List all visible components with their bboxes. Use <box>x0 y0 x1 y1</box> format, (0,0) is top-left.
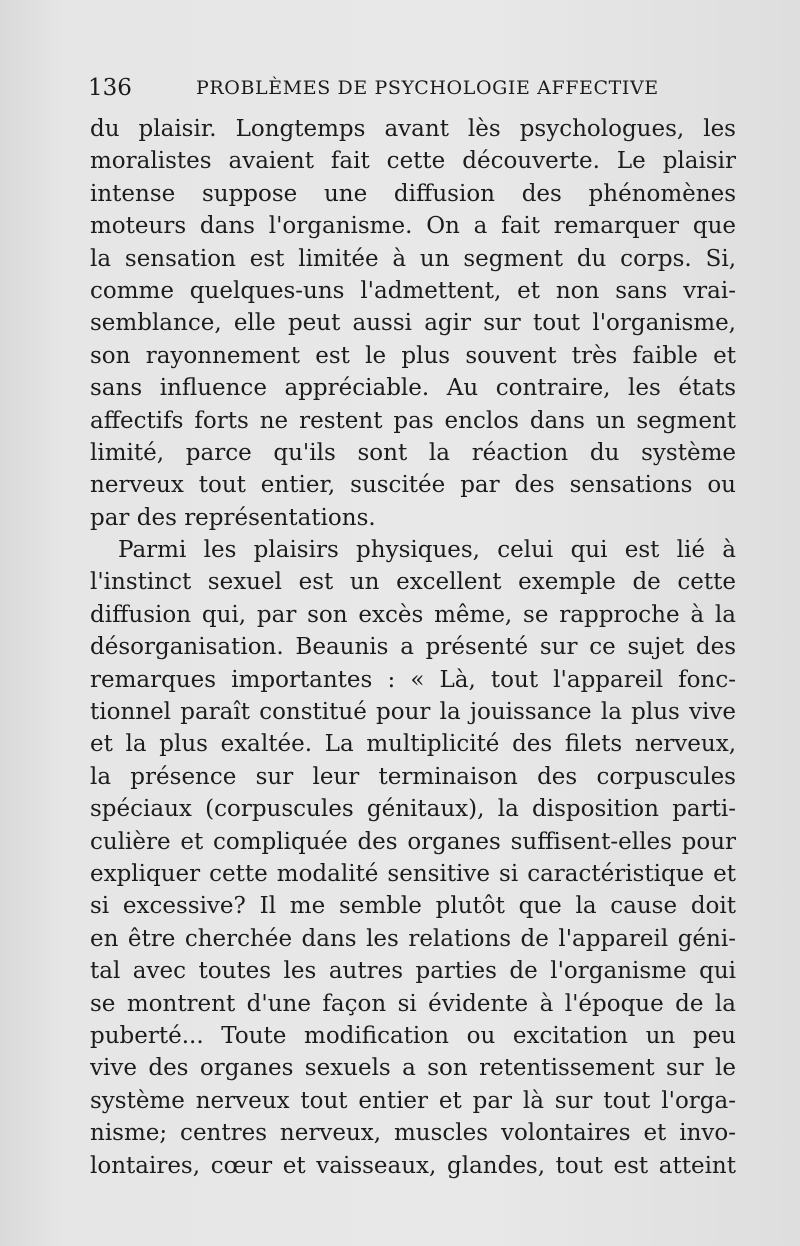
page-number: 136 <box>88 75 132 101</box>
text-line: du plaisir. Longtemps avant lès psychologues, les <box>90 116 736 142</box>
text-line: désorganisation. Beaunis a présenté sur ce sujet des <box>90 634 736 661</box>
text-line: moteurs dans l'organisme. On a fait remarquer que <box>90 213 736 240</box>
text-line: tionnel paraît constitué pour la jouissance la plus vive <box>90 699 736 726</box>
text-line: intense suppose une diffusion des phénomènes <box>90 180 736 207</box>
text-line: l'instinct sexuel est un excellent exemple de cette <box>90 569 736 596</box>
text-line: se montrent d'une façon si évidente à l'époque de la <box>90 990 736 1017</box>
text-line: par des représentations. <box>90 504 376 531</box>
text-line: affectifs forts ne restent pas enclos dans un segment <box>90 407 736 434</box>
text-line: puberté... Toute modification ou excitation un peu <box>90 1022 736 1049</box>
text-line: sans influence appréciable. Au contraire, les états <box>90 375 736 402</box>
text-line: comme quelques-uns l'admettent, et non sans vrai- <box>90 277 736 304</box>
text-line: Parmi les plaisirs physiques, celui qui est lié à <box>118 537 736 564</box>
text-line: tal avec toutes les autres parties de l'organisme qui <box>90 958 736 985</box>
text-line: en être cherchée dans les relations de l'appareil géni- <box>90 925 736 952</box>
text-line: vive des organes sexuels a son retentissement sur le <box>90 1055 736 1082</box>
text-line: la présence sur leur terminaison des corpuscules <box>90 763 736 790</box>
text-line: et la plus exaltée. La multiplicité des filets nerveux, <box>90 731 736 758</box>
text-line: culière et compliquée des organes suffisent-elles pour <box>90 828 736 855</box>
text-line: moralistes avaient fait cette découverte. Le plaisir <box>90 148 736 175</box>
running-title: PROBLÈMES DE PSYCHOLOGIE AFFECTIVE <box>196 77 659 99</box>
text-line: nerveux tout entier, suscitée par des sensations ou <box>90 472 736 499</box>
text-line: nisme; centres nerveux, muscles volontaires et invo- <box>90 1120 736 1147</box>
text-line: son rayonnement est le plus souvent très faible et <box>90 342 736 369</box>
text-line: si excessive? Il me semble plutôt que la cause doit <box>90 893 736 920</box>
text-line: semblance, elle peut aussi agir sur tout l'organisme, <box>90 310 736 337</box>
text-line: lontaires, cœur et vaisseaux, glandes, tout est atteint <box>90 1152 736 1179</box>
text-line: la sensation est limitée à un segment du corps. Si, <box>90 245 736 272</box>
text-line: limité, parce qu'ils sont la réaction du système <box>90 439 736 466</box>
text-line: spéciaux (corpuscules génitaux), la disposition parti- <box>90 796 736 823</box>
text-line: expliquer cette modalité sensitive si caractéristique et <box>90 860 736 887</box>
text-line: remarques importantes : « Là, tout l'appareil fonc- <box>90 666 736 693</box>
body-text <box>90 113 736 1182</box>
text-line: diffusion qui, par son excès même, se rapproche à la <box>90 601 736 628</box>
text-line: système nerveux tout entier et par là sur tout l'orga- <box>90 1087 736 1114</box>
